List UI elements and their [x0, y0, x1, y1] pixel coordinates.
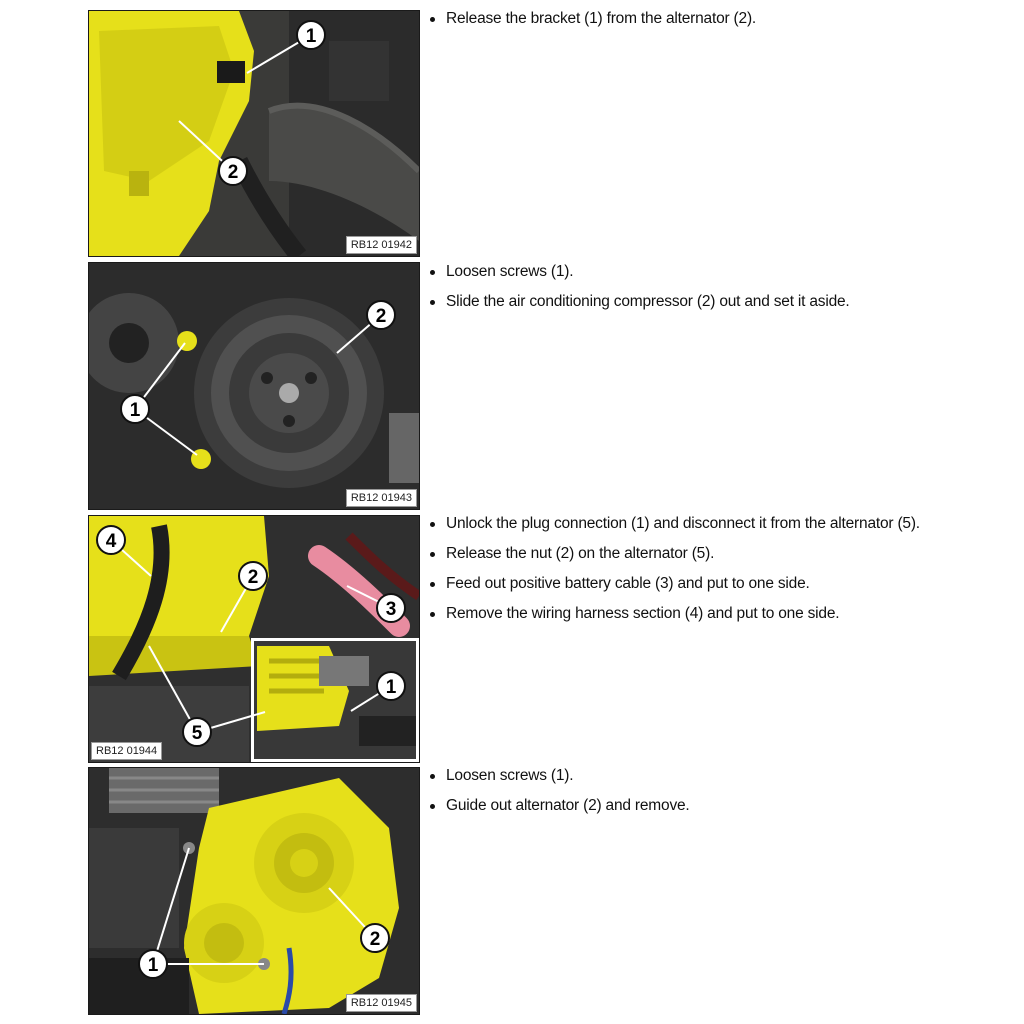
callout-4-text: 4	[105, 531, 117, 552]
callout-1-text: 1	[129, 400, 141, 421]
callout-2-text: 2	[375, 306, 387, 327]
instruction-list	[428, 257, 1008, 317]
callout-2-text: 2	[247, 567, 259, 588]
instruction-item: Remove the wiring harness section (4) and put to one side.	[428, 599, 1008, 629]
figure-wiring	[88, 515, 420, 763]
instruction-item: Slide the air conditioning compressor (2) out and set it aside.	[428, 287, 1008, 317]
instruction-item: Loosen screws (1).	[428, 761, 1008, 791]
callout-1-text: 1	[385, 677, 397, 698]
figure-label: RB12 01944	[91, 742, 162, 760]
figure-label: RB12 01943	[346, 489, 417, 507]
figure-3-callouts	[89, 516, 419, 762]
figure-4-callouts	[89, 768, 419, 1014]
instruction-item: Release the nut (2) on the alternator (5).	[428, 539, 1008, 569]
callout-3-text: 3	[385, 599, 397, 620]
figure-alternator-bracket	[88, 10, 420, 257]
instruction-item: Feed out positive battery cable (3) and put to one side.	[428, 569, 1008, 599]
instruction-item: Guide out alternator (2) and remove.	[428, 791, 1008, 821]
callout-1-text: 1	[305, 26, 317, 47]
instruction-item: Unlock the plug connection (1) and disconnect it from the alternator (5).	[428, 509, 1008, 539]
instruction-item: Release the bracket (1) from the alternator (2).	[428, 4, 1008, 34]
callout-2-text: 2	[369, 929, 381, 950]
callout-1-text: 1	[147, 955, 159, 976]
figure-1-callouts	[89, 11, 419, 256]
figure-label: RB12 01945	[346, 994, 417, 1012]
instruction-list	[428, 4, 1008, 34]
callout-5-text: 5	[191, 723, 203, 744]
figure-alternator-removal	[88, 767, 420, 1015]
figure-label: RB12 01942	[346, 236, 417, 254]
instruction-list	[428, 761, 1008, 821]
instruction-item: Loosen screws (1).	[428, 257, 1008, 287]
instruction-list	[428, 509, 1008, 629]
figure-2-callouts	[89, 263, 419, 509]
figure-ac-compressor	[88, 262, 420, 510]
callout-2-text: 2	[227, 162, 239, 183]
